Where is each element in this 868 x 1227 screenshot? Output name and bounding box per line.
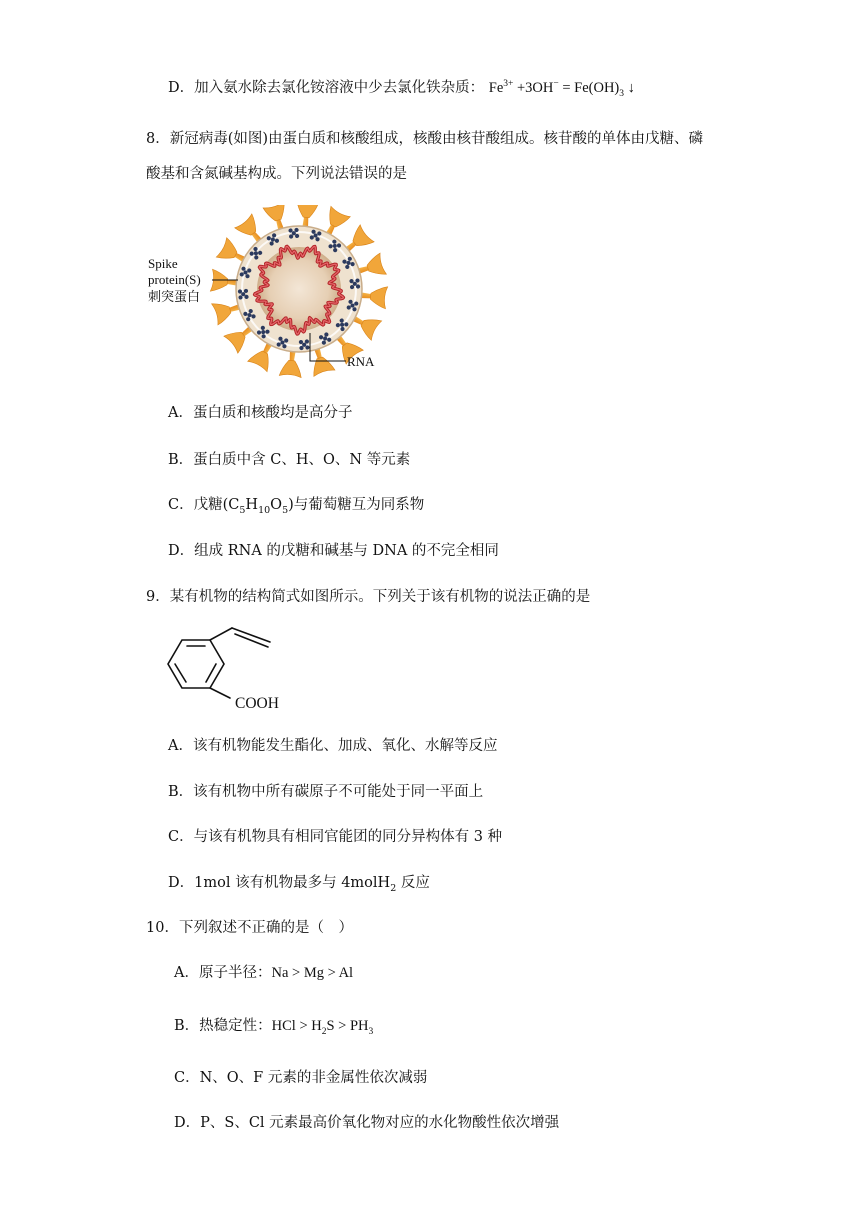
spike-label-line-1: Spike: [148, 256, 178, 271]
q8-option-b: B．蛋白质中含 C、H、O、N 等元素: [168, 452, 411, 468]
carboxyl-bond: [210, 688, 230, 698]
q8-option-a: A．蛋白质和核酸均是高分子: [168, 405, 353, 421]
vinyl-bond: [210, 628, 232, 640]
q10-option-b: B．热稳定性：HCl > $H_2S > PH_3$: [174, 1018, 374, 1037]
question-8-stem-line-2: 酸基和含氮碱基构成。下列说法错误的是: [146, 166, 407, 182]
q9-option-c: C．与该有机物具有相同官能团的同分异构体有 3 种: [168, 829, 503, 845]
carboxyl-label: COOH: [235, 695, 279, 712]
q10-option-c: C．N、O、F 元素的非金属性依次减弱: [174, 1070, 428, 1086]
question-9-stem: 9．某有机物的结构简式如图所示。下列关于该有机物的说法正确的是: [146, 589, 591, 605]
spike-label-line-2: protein(S): [148, 272, 201, 287]
option-text: 加入氨水除去氯化铵溶液中少去氯化铁杂质：: [194, 80, 485, 96]
q8-option-c: C．戊糖$(C_5H_{10}O_5)$与葡萄糖互为同系物: [168, 497, 425, 516]
q9-option-d: D．1mol 该有机物最多与 4molH$_2$ 反应: [168, 875, 430, 894]
q8-option-d: D．组成 RNA 的戊糖和碱基与 DNA 的不完全相同: [168, 543, 499, 559]
question-8-stem-line-1: 8．新冠病毒(如图)由蛋白质和核酸组成，核酸由核苷酸组成。核苷酸的单体由戊糖、磷: [146, 131, 704, 147]
q7-option-d: [168, 78, 635, 98]
precipitate-arrow-icon: ↓: [627, 80, 635, 96]
q10-option-a: A．原子半径：Na > Mg > Al: [174, 965, 354, 981]
q10-option-d: D．P、S、Cl 元素最高价氧化物对应的水化物酸性依次增强: [174, 1115, 560, 1131]
question-10-stem: 10．下列叙述不正确的是（ ）: [146, 920, 353, 936]
coronavirus-diagram: [140, 205, 400, 380]
spike-label-line-3: 刺突蛋白: [148, 289, 201, 304]
q9-option-a: A．该有机物能发生酯化、加成、氧化、水解等反应: [168, 738, 498, 754]
ionic-equation: $Fe^{3+} +3OH^- = Fe(OH)_3$ ↓: [488, 79, 635, 99]
option-letter: D．: [168, 80, 195, 96]
rna-label: RNA: [347, 354, 375, 369]
structural-formula: [140, 622, 310, 717]
q9-option-b: B．该有机物中所有碳原子不可能处于同一平面上: [168, 784, 484, 800]
